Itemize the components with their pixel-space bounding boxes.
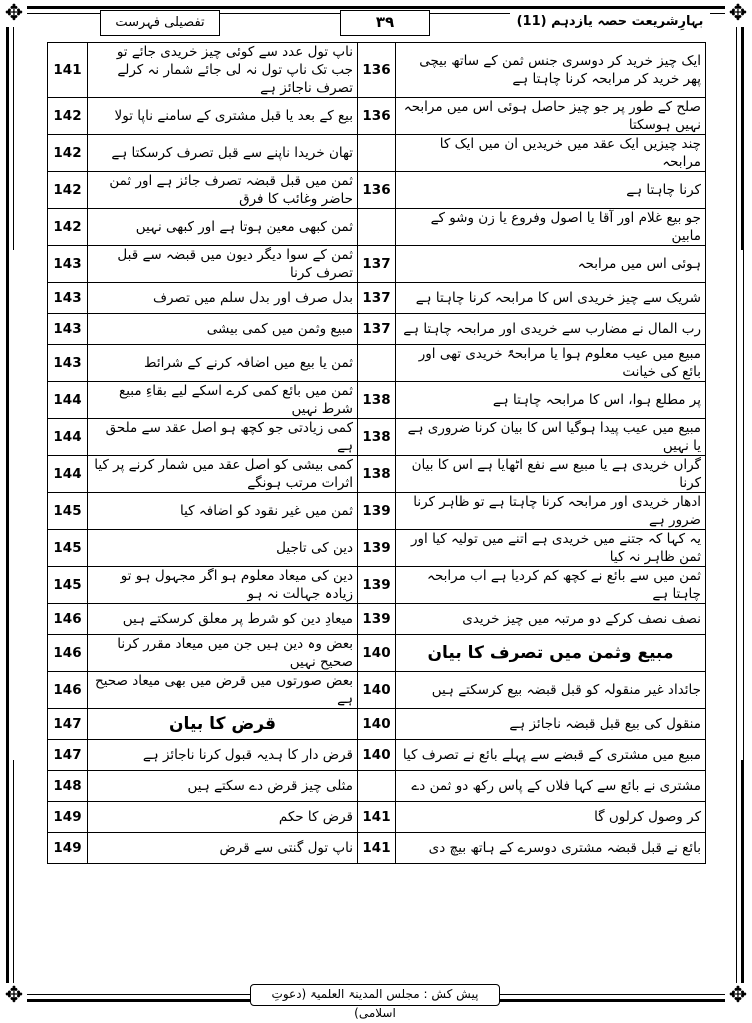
left-entry-title: ثمن کبھی معین ہوتا ہے اور کبھی نہیں: [88, 209, 358, 246]
table-row: [48, 419, 706, 456]
right-entry-title: مبیع میں مشتری کے قبضے سے پہلے بائع نے تصرف کیا: [396, 740, 706, 771]
side-ornament-icon: [9, 250, 15, 760]
left-entry-title: قرض کا حکم: [88, 802, 358, 833]
table-row: [48, 382, 706, 419]
corner-ornament-icon: ✥: [725, 983, 751, 1009]
left-entry-title: قرض کا بیان: [88, 709, 358, 740]
left-entry-title: کمی بیشی کو اصل عقد میں شمار کرنے پر کیا اثرات مرتب ہونگے: [88, 456, 358, 493]
left-entry-title: بعض صورتوں میں قرض میں بھی میعاد صحیح ہے: [88, 672, 358, 709]
table-row: [48, 135, 706, 172]
left-page-number: 142: [48, 209, 88, 246]
right-entry-title: گراں خریدی ہے یا مبیع سے نفع اٹھایا ہے اس کا بیان کرنا: [396, 456, 706, 493]
left-page-number: 149: [48, 802, 88, 833]
right-entry-title: مبیع میں عیب معلوم ہوا یا مرابحۃً خریدی تھی اور بائع کی خیانت: [396, 345, 706, 382]
right-entry-title: کر وصول کرلوں گا: [396, 802, 706, 833]
right-entry-title: ادھار خریدی اور مرابحہ کرنا چاہتا ہے تو ظاہر کرنا ضرور ہے: [396, 493, 706, 530]
left-page-number: 147: [48, 740, 88, 771]
left-entry-title: بعض وہ دین ہیں جن میں میعاد مقرر کرنا صحیح نہیں: [88, 635, 358, 672]
table-row: [48, 530, 706, 567]
right-entry-title: منقول کی بیع قبل قبضہ ناجائز ہے: [396, 709, 706, 740]
left-page-number: 143: [48, 314, 88, 345]
right-page-number: [358, 345, 396, 382]
page-header: [40, 8, 712, 38]
right-page-number: 138: [358, 419, 396, 456]
table-row: [48, 209, 706, 246]
table-row: [48, 709, 706, 740]
left-page-number: 144: [48, 382, 88, 419]
right-page-number: 139: [358, 530, 396, 567]
table-row: [48, 802, 706, 833]
right-entry-title: جو بیع غلام اور آقا یا اصول وفروع یا زن وشو کے مابین: [396, 209, 706, 246]
right-entry-title: نصف نصف کرکے دو مرتبہ میں چیز خریدی: [396, 604, 706, 635]
left-entry-title: ثمن میں بائع کمی کرے اسکے لیے بقاءِ مبیع شرط نہیں: [88, 382, 358, 419]
right-entry-title: یہ کہا کہ جتنے میں خریدی ہے اتنے میں تولیہ کیا اور ثمن ظاہر نہ کیا: [396, 530, 706, 567]
right-page-number: 139: [358, 567, 396, 604]
table-row: [48, 43, 706, 98]
corner-ornament-icon: ✥: [1, 1, 27, 27]
left-page-number: 148: [48, 771, 88, 802]
table-row: [48, 833, 706, 864]
right-entry-title: بائع نے قبل قبضہ مشتری دوسرے کے ہاتھ بیچ دی: [396, 833, 706, 864]
left-entry-title: ثمن میں قبل قبضہ تصرف جائز ہے اور ثمن حاضر وغائب کا فرق: [88, 172, 358, 209]
corner-ornament-icon: ✥: [1, 983, 27, 1009]
section-label: تفصیلی فہرست: [100, 10, 220, 36]
left-page-number: 145: [48, 493, 88, 530]
right-page-number: [358, 209, 396, 246]
right-entry-title: ایک چیز خرید کر دوسری جنس ثمن کے ساتھ بیچی پھر خرید کر مرابحہ کرنا چاہتا ہے: [396, 43, 706, 98]
table-row: [48, 98, 706, 135]
left-page-number: 149: [48, 833, 88, 864]
right-page-number: [358, 135, 396, 172]
left-page-number: 147: [48, 709, 88, 740]
right-page-number: 141: [358, 833, 396, 864]
left-page-number: 146: [48, 672, 88, 709]
right-entry-title: پر مطلع ہوا، اس کا مرابحہ چاہتا ہے: [396, 382, 706, 419]
left-page-number: 141: [48, 43, 88, 98]
book-title: بہارِشریعت حصہ یازدہم (11): [510, 10, 710, 36]
table-row: [48, 172, 706, 209]
table-row: [48, 456, 706, 493]
left-entry-title: مبیع وثمن میں کمی بیشی: [88, 314, 358, 345]
table-row: [48, 635, 706, 672]
left-page-number: 142: [48, 135, 88, 172]
right-page-number: 136: [358, 172, 396, 209]
left-page-number: 143: [48, 345, 88, 382]
right-page-number: 137: [358, 314, 396, 345]
right-entry-title: مبیع میں عیب پیدا ہوگیا اس کا بیان کرنا ضروری ہے یا نہیں: [396, 419, 706, 456]
left-page-number: 146: [48, 604, 88, 635]
contents-table: [47, 42, 706, 864]
right-page-number: 136: [358, 43, 396, 98]
right-entry-title: مبیع وثمن میں تصرف کا بیان: [396, 635, 706, 672]
left-entry-title: مثلی چیز قرض دے سکتے ہیں: [88, 771, 358, 802]
right-page-number: 137: [358, 246, 396, 283]
left-page-number: 143: [48, 283, 88, 314]
right-entry-title: چند چیزیں ایک عقد میں خریدیں ان میں ایک کا مرابحہ: [396, 135, 706, 172]
right-page-number: 138: [358, 456, 396, 493]
right-page-number: 136: [358, 98, 396, 135]
left-page-number: 144: [48, 456, 88, 493]
left-entry-title: ثمن میں غیر نقود کو اضافہ کیا: [88, 493, 358, 530]
left-page-number: 142: [48, 172, 88, 209]
right-entry-title: ثمن میں سے بائع نے کچھ کم کردیا ہے اب مرابحہ چاہتا ہے: [396, 567, 706, 604]
left-entry-title: ثمن کے سوا دیگر دیون میں قبضہ سے قبل تصرف کرنا: [88, 246, 358, 283]
left-page-number: 143: [48, 246, 88, 283]
table-row: [48, 283, 706, 314]
page-number: ۳۹: [340, 10, 430, 36]
right-entry-title: مشتری نے بائع سے کہا فلاں کے پاس رکھ دو ثمن دے: [396, 771, 706, 802]
table-row: [48, 493, 706, 530]
right-entry-title: رب المال نے مضارب سے خریدی اور مرابحہ چاہتا ہے: [396, 314, 706, 345]
left-page-number: 144: [48, 419, 88, 456]
left-entry-title: ناپ تول گنتی سے قرض: [88, 833, 358, 864]
left-entry-title: دین کی میعاد معلوم ہو اگر مجہول ہو تو زیادہ جہالت نہ ہو: [88, 567, 358, 604]
left-entry-title: کمی زیادتی جو کچھ ہو اصل عقد سے ملحق ہے: [88, 419, 358, 456]
table-row: [48, 314, 706, 345]
left-entry-title: قرض دار کا ہدیہ قبول کرنا ناجائز ہے: [88, 740, 358, 771]
right-page-number: 140: [358, 709, 396, 740]
right-entry-title: جائداد غیر منقولہ کو قبل قبضہ بیع کرسکتے ہیں: [396, 672, 706, 709]
right-page-number: 140: [358, 635, 396, 672]
right-entry-title: صلح کے طور پر جو چیز حاصل ہوئی اس میں مرابحہ نہیں ہوسکتا: [396, 98, 706, 135]
right-page-number: 139: [358, 604, 396, 635]
right-page-number: 139: [358, 493, 396, 530]
left-page-number: 142: [48, 98, 88, 135]
right-page-number: 140: [358, 740, 396, 771]
right-page-number: 141: [358, 802, 396, 833]
right-page-number: 138: [358, 382, 396, 419]
left-entry-title: بیع کے بعد یا قبل مشتری کے سامنے ناپا تولا: [88, 98, 358, 135]
table-row: [48, 345, 706, 382]
left-page-number: 146: [48, 635, 88, 672]
table-row: [48, 771, 706, 802]
right-page-number: 137: [358, 283, 396, 314]
right-page-number: [358, 771, 396, 802]
left-page-number: 145: [48, 530, 88, 567]
table-row: [48, 672, 706, 709]
table-row: [48, 246, 706, 283]
table-row: [48, 567, 706, 604]
left-entry-title: دین کی تاجیل: [88, 530, 358, 567]
table-row: [48, 604, 706, 635]
corner-ornament-icon: ✥: [725, 1, 751, 27]
left-entry-title: ثمن یا بیع میں اضافہ کرنے کے شرائط: [88, 345, 358, 382]
left-entry-title: تھان خریدا ناپنے سے قبل تصرف کرسکتا ہے: [88, 135, 358, 172]
right-entry-title: شریک سے چیز خریدی اس کا مرابحہ کرنا چاہتا ہے: [396, 283, 706, 314]
left-entry-title: میعادِ دین کو شرط پر معلق کرسکتے ہیں: [88, 604, 358, 635]
right-page-number: 140: [358, 672, 396, 709]
left-entry-title: بدل صرف اور بدل سلم میں تصرف: [88, 283, 358, 314]
right-entry-title: ہوئی اس میں مرابحہ: [396, 246, 706, 283]
left-entry-title: ناپ تول عدد سے کوئی چیز خریدی جائے تو جب تک ناپ تول نہ لی جائے شمار نہ کرلے تصرف ناجائز ہے: [88, 43, 358, 98]
table-row: [48, 740, 706, 771]
side-ornament-icon: [737, 250, 743, 760]
left-page-number: 145: [48, 567, 88, 604]
publisher-footer: پیش کش : مجلس المدینۃ العلمیۃ (دعوتِ اسلامی): [250, 984, 500, 1006]
right-entry-title: کرنا چاہتا ہے: [396, 172, 706, 209]
